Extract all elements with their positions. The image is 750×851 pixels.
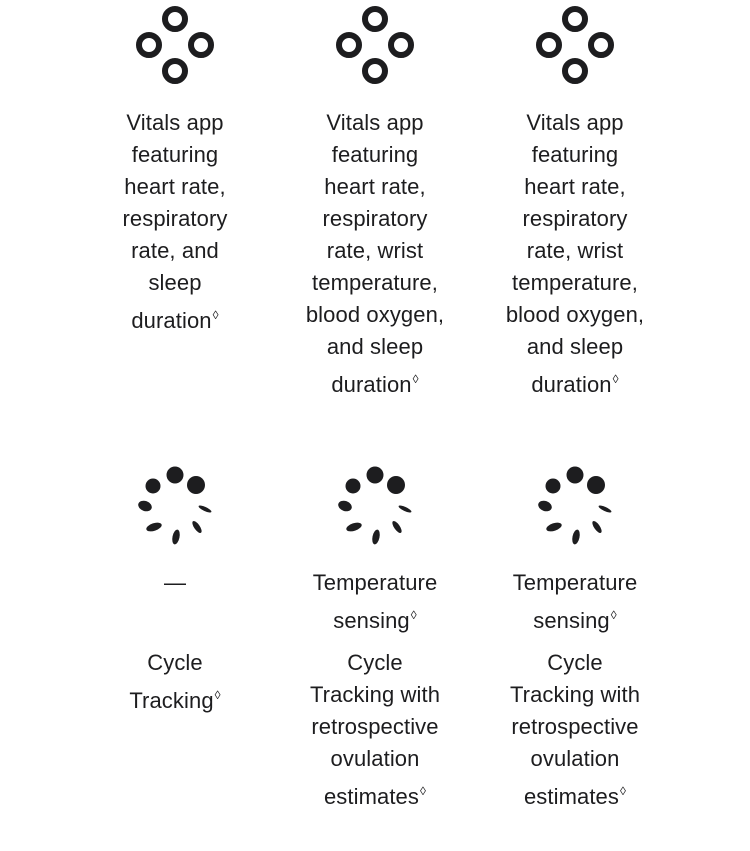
footnote-mark: ◊ bbox=[412, 372, 419, 386]
footnote-mark: ◊ bbox=[610, 608, 617, 622]
temperature-sensing-description: Temperature sensing◊ bbox=[512, 570, 638, 633]
cycle-tracking-description: Cycle Tracking with retrospective ovulation estimates◊ bbox=[509, 650, 641, 809]
vitals-icon bbox=[335, 5, 415, 85]
footnote-mark: ◊ bbox=[620, 784, 627, 798]
footnote-mark: ◊ bbox=[214, 688, 221, 702]
cycle-tracking-description: Cycle Tracking◊ bbox=[129, 650, 221, 713]
cycle-tracking-icon bbox=[535, 464, 615, 546]
cycle-tracking-icon bbox=[135, 464, 215, 546]
temperature-sensing-description: — bbox=[163, 570, 187, 595]
vitals-icon bbox=[135, 5, 215, 85]
temperature-sensing-description: Temperature sensing◊ bbox=[312, 570, 438, 633]
cycle-tracking-icon bbox=[335, 464, 415, 546]
footnote-mark: ◊ bbox=[420, 784, 427, 798]
vitals-icon bbox=[535, 5, 615, 85]
vitals-description: Vitals app featuring heart rate, respiratory rate, wrist temperature, blood oxygen, and sleep duration◊ bbox=[505, 110, 645, 397]
footnote-mark: ◊ bbox=[612, 372, 619, 386]
footnote-mark: ◊ bbox=[410, 608, 417, 622]
vitals-description: Vitals app featuring heart rate, respiratory rate, and sleep duration◊ bbox=[122, 110, 228, 333]
vitals-description: Vitals app featuring heart rate, respiratory rate, wrist temperature, blood oxygen, and sleep duration◊ bbox=[305, 110, 445, 397]
cycle-tracking-description: Cycle Tracking with retrospective ovulation estimates◊ bbox=[309, 650, 441, 809]
footnote-mark: ◊ bbox=[212, 308, 219, 322]
